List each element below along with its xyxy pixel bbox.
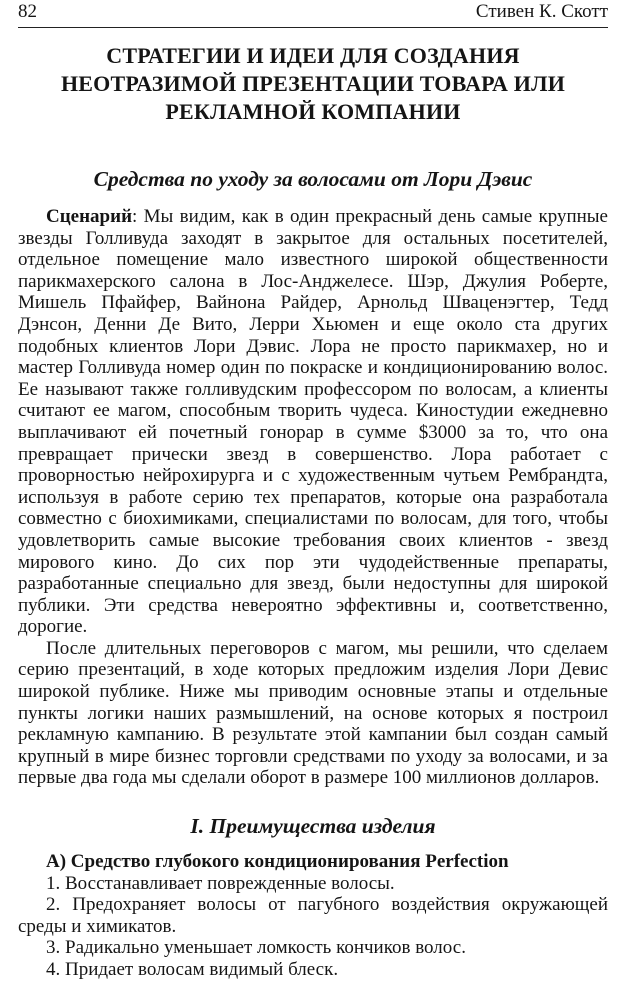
feature-item: 1. Восстанавливает поврежденные волосы. — [46, 872, 395, 894]
feature-title: А) Средство глубокого кондиционирования Perfection — [46, 851, 509, 873]
running-header — [18, 0, 608, 30]
scenario-text: : Мы видим, как в один прекрасный день самые крупные звезды Голливуда заходят в закрытое для остальных посетителей, отдельное помещение мало известного широкой общественности парикмахерского салона в Лос-Анджелесе. Шэр, Джулия Роберте, Мишель Пфайфер, Вайнона Райдер, Арнольд Шваценэгтер, Тедд Дэнсон, Денни Де Вито, Лерри Хьюмен и еще около ста других подобных клиентов Лори Дэвис. Лора не просто парикмахер, но и мастер Голливуда номер один по покраске и кондиционированию волос. Ее называют также голливудским профессором по волосам, а клиенты считают ее магом, способным творить чудеса. Киностудии ежедневно выплачивают ей почетный гонорар в сумме $3000 за то, что она превращает прически звезд в совершенство. Лора работает с проворностью нейрохирурга и с художественным чутьем Рембрандта, используя в работе серию тех препаратов, которые она разработала совместно с биохимиками, специалистами по волосам, для того, чтобы удовлетворить самые высокие требования своих клиентов - звезд мирового кино. До сих пор эти чудодейственные препараты, разработанные специально для звезд, были недоступны для широкой публики. Эти средства невероятно эффективны и, соответственно, дорогие. — [18, 206, 608, 638]
running-author: Стивен К. Скотт — [475, 1, 608, 22]
feature-item: 3. Радикально уменьшает ломкость кончиков волос. — [46, 937, 466, 959]
chapter-title-line: СТРАТЕГИИ И ИДЕИ ДЛЯ СОЗДАНИЯ — [106, 43, 520, 68]
book-page — [18, 0, 608, 981]
chapter-title — [18, 42, 608, 126]
section-heading: Средства по уходу за волосами от Лори Дэвис — [93, 167, 533, 191]
scenario-paragraph — [18, 206, 608, 638]
feature-block — [18, 851, 608, 981]
subsection-heading: I. Преимущества изделия — [190, 814, 436, 839]
header-rule — [18, 27, 608, 28]
feature-item: 4. Придает волосам видимый блеск. — [46, 959, 339, 980]
feature-item: 2. Предохраняет волосы от пагубного воздействия окружающей среды и химикатов. — [18, 894, 608, 937]
page-number: 82 — [18, 1, 37, 22]
negotiation-paragraph: После длительных переговоров с магом, мы решили, что сделаем серию презентаций, в ходе которых предложим изделия Лори Девис широкой публике. Ниже мы приводим основные этапы и отдельные пункты логики наших размышлений, на основе которых я построил рекламную кампанию. В результате этой кампании был создан самый крупный в мире бизнес торговли средствами по уходу за волосами, и за первые два года мы сделали оборот в размере 100 миллионов долларов. — [18, 637, 608, 789]
chapter-title-line: РЕКЛАМНОЙ КОМПАНИИ — [165, 99, 461, 124]
body-text — [18, 206, 608, 789]
chapter-title-line: НЕОТРАЗИМОЙ ПРЕЗЕНТАЦИИ ТОВАРА ИЛИ — [60, 71, 566, 96]
scenario-label: Сценарий — [46, 206, 133, 227]
